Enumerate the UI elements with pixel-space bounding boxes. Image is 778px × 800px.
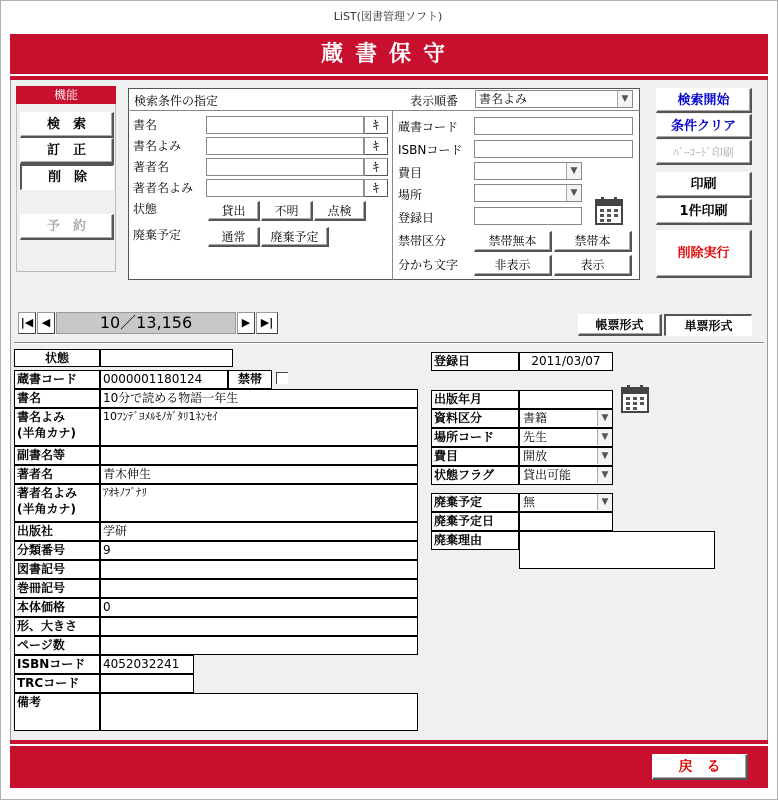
rec-disposal-date-value[interactable] — [519, 512, 613, 531]
rec-subtitle-label: 副書名等 — [14, 446, 100, 465]
place-label: 場所 — [398, 188, 423, 202]
disposal-normal-button[interactable]: 通常 — [208, 227, 260, 247]
author-label: 著者名 — [133, 160, 170, 174]
rec-price-value[interactable]: 0 — [100, 598, 418, 617]
restrict-label: 禁帯区分 — [398, 234, 447, 248]
rec-cost-label: 費目 — [431, 447, 519, 466]
rec-status-label: 状態 — [14, 349, 100, 367]
cost-label: 費目 — [398, 166, 423, 180]
restrict-yes-button[interactable]: 禁帯本 — [554, 231, 632, 252]
chevron-down-icon: ▼ — [597, 410, 612, 426]
rec-volume-value[interactable] — [100, 579, 418, 598]
rec-isbn-label: ISBNコード — [14, 655, 100, 674]
rec-title-label: 書名 — [14, 389, 100, 408]
rec-reg-date-label: 登録日 — [431, 352, 519, 371]
restrict-none-button[interactable]: 禁帯無本 — [474, 231, 552, 252]
separate-show-button[interactable]: 表示 — [554, 255, 632, 276]
disposal-label: 廃棄予定 — [133, 228, 182, 242]
record-position: 10／13,156 — [56, 312, 236, 334]
rec-cost-select[interactable] — [519, 447, 613, 466]
rec-disposal-reason-label: 廃棄理由 — [431, 531, 519, 550]
rec-status-flag-label: 状態フラグ — [431, 466, 519, 485]
rec-place-select[interactable] — [519, 428, 613, 447]
calendar-icon[interactable] — [594, 196, 624, 226]
rec-trc-value[interactable] — [100, 674, 194, 693]
separate-hide-button[interactable]: 非表示 — [474, 255, 552, 276]
author-kana-plus-button[interactable]: ｷ — [364, 179, 388, 197]
rec-volume-label: 巻冊記号 — [14, 579, 100, 598]
title-kana-search-input[interactable] — [206, 137, 364, 155]
chevron-down-icon: ▼ — [566, 185, 581, 201]
rec-author-value[interactable]: 青木伸生 — [100, 465, 418, 484]
status-label: 状態 — [133, 202, 158, 216]
rec-subtitle-value[interactable] — [100, 446, 418, 465]
display-order-select[interactable] — [475, 90, 633, 108]
rec-note-label: 備考 — [14, 693, 100, 731]
tab-single-view[interactable]: 単票形式 — [664, 314, 752, 336]
rec-pages-label: ページ数 — [14, 636, 100, 655]
next-record-button[interactable]: ▶ — [237, 312, 255, 334]
restricted-checkbox[interactable] — [276, 372, 288, 384]
author-kana-label: 著者名よみ — [133, 181, 194, 195]
rec-size-label: 形、大きさ — [14, 617, 100, 636]
back-button[interactable]: 戻 る — [652, 754, 748, 780]
rec-note-value[interactable] — [100, 693, 418, 731]
title-label: 書名 — [133, 118, 158, 132]
clear-conditions-button[interactable]: 条件クリア — [656, 114, 752, 139]
print-one-button[interactable]: 1件印刷 — [656, 199, 752, 225]
header-banner — [10, 34, 768, 80]
rec-status-value[interactable] — [100, 349, 233, 367]
book-code-label: 蔵書コード — [398, 120, 459, 134]
page-title: 蔵書保守 — [320, 42, 457, 67]
delete-mode-button[interactable]: 削 除 — [20, 164, 114, 190]
rec-pub-date-value[interactable] — [519, 390, 613, 409]
rec-place-label: 場所コード — [431, 428, 519, 447]
rec-place-value: 先生 — [523, 430, 548, 444]
rec-publisher-value[interactable]: 学研 — [100, 522, 418, 541]
rec-price-label: 本体価格 — [14, 598, 100, 617]
rec-author-kana-label: 著者名よみ (半角カナ) — [14, 484, 100, 522]
title-kana-plus-button[interactable]: ｷ — [364, 137, 388, 155]
rec-disposal-label: 廃棄予定 — [431, 493, 519, 512]
separate-label: 分かち文字 — [398, 258, 459, 272]
rec-class-no-label: 分類番号 — [14, 541, 100, 560]
rec-book-code-label: 蔵書コード — [14, 370, 100, 389]
rec-size-value[interactable] — [100, 617, 418, 636]
header-divider — [10, 74, 768, 76]
disposal-planned-button[interactable]: 廃棄予定 — [261, 227, 329, 247]
chevron-down-icon: ▼ — [597, 494, 612, 510]
reserve-mode-button[interactable]: 予 約 — [20, 214, 114, 240]
rec-author-kana-value[interactable]: ｱｵｷﾉﾌﾞﾅﾘ — [100, 484, 418, 522]
rec-pages-value[interactable] — [100, 636, 418, 655]
author-kana-search-input[interactable] — [206, 179, 364, 197]
rec-disposal-select[interactable] — [519, 493, 613, 512]
search-column-divider — [392, 110, 393, 280]
chevron-down-icon: ▼ — [597, 448, 612, 464]
rec-isbn-value[interactable]: 4052032241 — [100, 655, 194, 674]
search-start-button[interactable]: 検索開始 — [656, 88, 752, 113]
rec-restricted-label: 禁帯 — [228, 370, 272, 389]
place-search-select[interactable] — [474, 184, 582, 202]
rec-material-value: 書籍 — [523, 411, 548, 425]
calendar-icon[interactable] — [620, 384, 650, 414]
rec-disposal-date-label: 廃棄予定日 — [431, 512, 519, 531]
reg-date-label: 登録日 — [398, 211, 435, 225]
title-plus-button[interactable]: ｷ — [364, 116, 388, 134]
search-mode-button[interactable]: 検 索 — [20, 112, 114, 138]
rec-title-kana-label: 書名よみ (半角カナ) — [14, 408, 100, 446]
chevron-down-icon: ▼ — [566, 163, 581, 179]
rec-symbol-value[interactable] — [100, 560, 418, 579]
rec-title-value[interactable]: 10分で読める物語一年生 — [100, 389, 418, 408]
display-order-label: 表示順番 — [410, 94, 459, 108]
record-divider — [14, 342, 764, 344]
search-panel-title: 検索条件の指定 — [134, 94, 219, 108]
chevron-down-icon: ▼ — [617, 91, 632, 107]
window-title: LiST(図書管理ソフト) — [333, 10, 443, 23]
status-check-button[interactable]: 点検 — [314, 201, 366, 221]
rec-disposal-reason-value[interactable] — [519, 531, 715, 569]
chevron-down-icon: ▼ — [597, 429, 612, 445]
rec-trc-label: TRCコード — [14, 674, 100, 693]
author-search-input[interactable] — [206, 158, 364, 176]
rec-disposal-value: 無 — [523, 495, 536, 509]
first-record-button[interactable]: |◀ — [18, 312, 36, 334]
cost-search-select[interactable] — [474, 162, 582, 180]
rec-reg-date-value[interactable]: 2011/03/07 — [519, 352, 613, 371]
chevron-down-icon: ▼ — [597, 467, 612, 483]
reg-date-search-input[interactable] — [474, 207, 582, 225]
rec-material-label: 資料区分 — [431, 409, 519, 428]
status-loan-button[interactable]: 貸出 — [208, 201, 260, 221]
status-unknown-button[interactable]: 不明 — [261, 201, 313, 221]
barcode-print-button[interactable]: ﾊﾞｰｺｰﾄﾞ印刷 — [656, 140, 752, 165]
rec-book-code-value[interactable]: 0000001180124 — [100, 370, 228, 389]
author-plus-button[interactable]: ｷ — [364, 158, 388, 176]
rec-symbol-label: 図書記号 — [14, 560, 100, 579]
tab-list-view[interactable]: 帳票形式 — [578, 314, 662, 336]
isbn-search-input[interactable] — [474, 140, 633, 158]
delete-execute-button[interactable]: 削除実行 — [656, 230, 752, 278]
rec-author-label: 著者名 — [14, 465, 100, 484]
rec-pub-date-label: 出版年月 — [431, 390, 519, 409]
isbn-label: ISBNコード — [398, 143, 463, 157]
rec-publisher-label: 出版社 — [14, 522, 100, 541]
title-search-input[interactable] — [206, 116, 364, 134]
title-kana-label: 書名よみ — [133, 139, 182, 153]
footer-divider — [10, 744, 768, 746]
rec-class-no-value[interactable]: 9 — [100, 541, 418, 560]
correct-mode-button[interactable]: 訂 正 — [20, 138, 114, 164]
prev-record-button[interactable]: ◀ — [37, 312, 55, 334]
rec-status-flag-select[interactable] — [519, 466, 613, 485]
search-panel-divider — [128, 110, 640, 111]
book-code-search-input[interactable] — [474, 117, 633, 135]
rec-status-flag-value: 貸出可能 — [523, 468, 572, 482]
rec-title-kana-value[interactable]: 10ﾌﾝﾃﾞﾖﾒﾙﾓﾉｶﾞﾀﾘ1ﾈﾝｾｲ — [100, 408, 418, 446]
last-record-button[interactable]: ▶| — [256, 312, 278, 334]
rec-material-select[interactable] — [519, 409, 613, 428]
print-button[interactable]: 印刷 — [656, 172, 752, 198]
function-heading: 機能 — [16, 86, 116, 104]
display-order-value: 書名よみ — [479, 92, 528, 106]
rec-cost-value: 開放 — [523, 449, 548, 463]
